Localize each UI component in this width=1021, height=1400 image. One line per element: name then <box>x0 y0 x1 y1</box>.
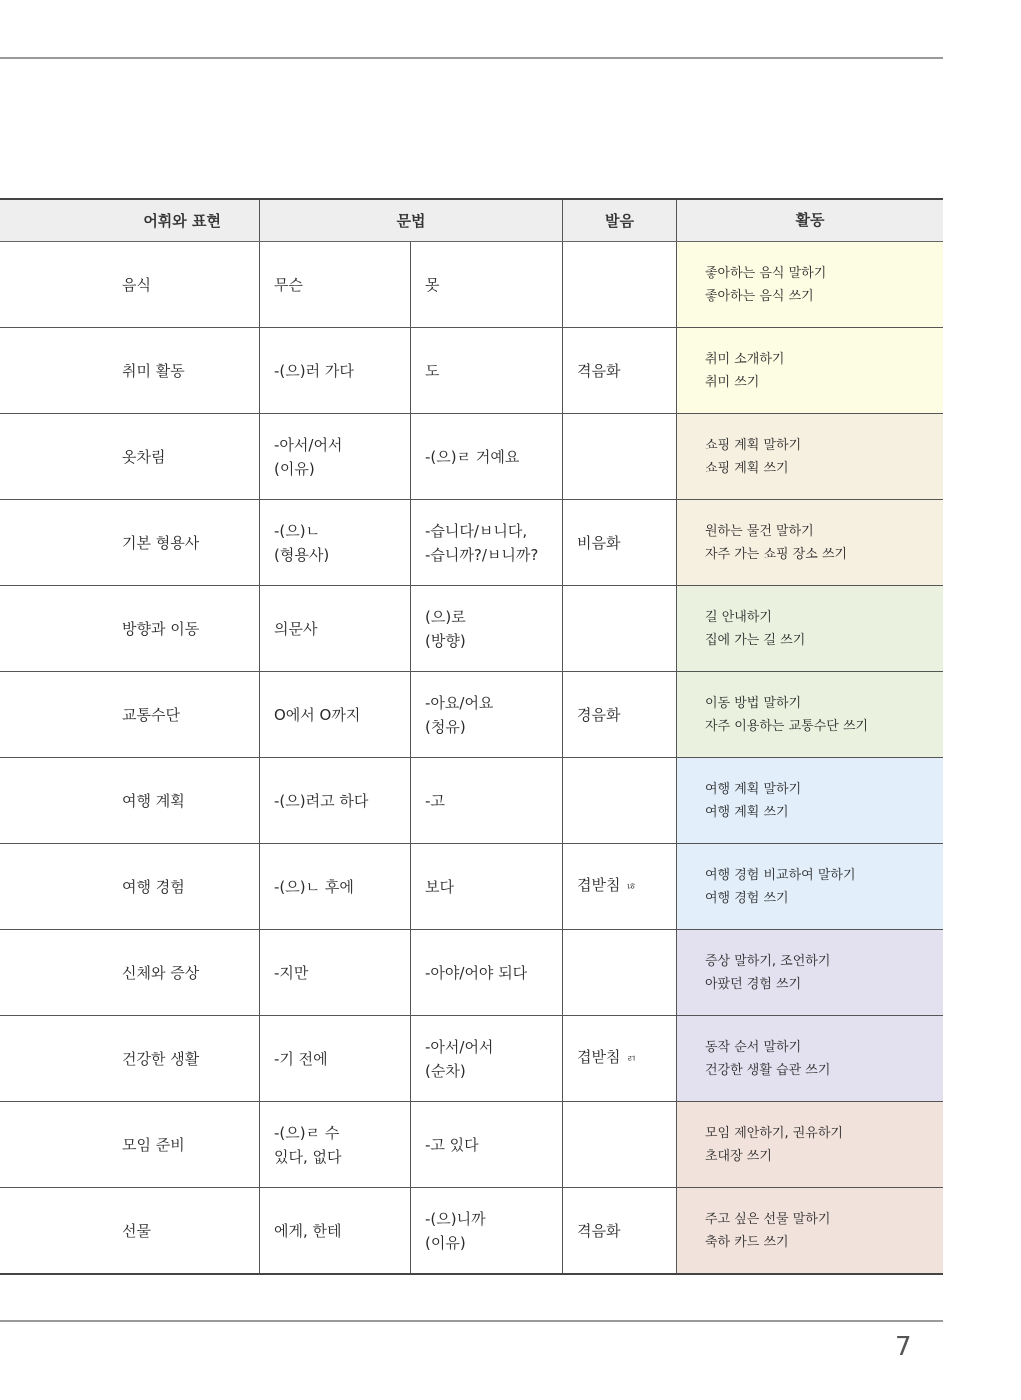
grammar-2-cell-line: -아요/어요 <box>425 693 494 712</box>
grammar-1-cell-line: -(으)려고 하다 <box>274 791 369 810</box>
vocab-cell <box>0 414 260 499</box>
activity-cell <box>677 672 943 757</box>
vocab-text: 건강한 생활 <box>122 1049 200 1068</box>
grammar-2-cell-line: -아서/어서 <box>425 1037 494 1056</box>
grammar-1-cell-line: (이유) <box>274 459 315 478</box>
activity-cell-line: 쇼핑 계획 말하기 <box>705 437 802 453</box>
grammar-2-cell-line: 보다 <box>425 877 454 896</box>
grammar-1-cell-line: -(으)러 가다 <box>274 361 354 380</box>
bottom-rule <box>0 1320 943 1322</box>
header-vocab: 어휘와 표현 <box>0 200 260 241</box>
table-row <box>0 242 943 328</box>
vocab-cell <box>0 758 260 843</box>
table-row <box>0 758 943 844</box>
activity-cell <box>677 242 943 327</box>
grammar-2-cell <box>411 242 563 327</box>
activity-cell <box>677 844 943 929</box>
table-header <box>0 200 943 242</box>
grammar-1-cell <box>260 930 411 1015</box>
grammar-2-cell-line: -(으)ㄹ 거예요 <box>425 447 520 466</box>
grammar-1-cell <box>260 500 411 585</box>
grammar-1-cell-line: -아서/어서 <box>274 435 343 454</box>
vocab-cell <box>0 844 260 929</box>
grammar-2-cell <box>411 586 563 671</box>
activity-cell-line: 여행 계획 말하기 <box>705 781 802 797</box>
vocab-text: 기본 형용사 <box>122 533 200 552</box>
grammar-2-cell <box>411 1102 563 1187</box>
curriculum-table <box>0 198 943 1275</box>
table-row <box>0 586 943 672</box>
vocab-text: 선물 <box>122 1221 151 1240</box>
vocab-cell <box>0 672 260 757</box>
pronunciation-text: 격음화 <box>577 361 621 380</box>
grammar-2-cell <box>411 672 563 757</box>
activity-cell <box>677 758 943 843</box>
grammar-1-cell-line: 에게, 한테 <box>274 1221 342 1240</box>
grammar-1-cell-line: -(으)ㄴ 후에 <box>274 877 354 896</box>
table-row <box>0 672 943 758</box>
activity-cell <box>677 930 943 1015</box>
header-activity: 활동 <box>795 211 825 229</box>
table-row <box>0 1188 943 1273</box>
activity-cell-line: 원하는 물건 말하기 <box>705 523 814 539</box>
activity-cell-line: 집에 가는 길 쓰기 <box>705 632 806 648</box>
pronunciation-cell <box>563 1188 677 1273</box>
grammar-1-cell <box>260 1102 411 1187</box>
activity-cell-line: 여행 경험 쓰기 <box>705 890 789 906</box>
grammar-2-cell <box>411 1016 563 1101</box>
pronunciation-cell <box>563 586 677 671</box>
activity-cell-line: 길 안내하기 <box>705 609 772 625</box>
grammar-2-cell-line: -아야/어야 되다 <box>425 963 528 982</box>
activity-cell-line: 모임 제안하기, 권유하기 <box>705 1125 843 1141</box>
activity-cell <box>677 328 943 413</box>
grammar-2-cell <box>411 844 563 929</box>
grammar-2-cell <box>411 414 563 499</box>
activity-cell <box>677 1188 943 1273</box>
grammar-1-cell <box>260 414 411 499</box>
pronunciation-cell <box>563 930 677 1015</box>
pronunciation-sub: ㄺ <box>626 1054 637 1065</box>
vocab-text: 모임 준비 <box>122 1135 185 1154</box>
grammar-2-cell-line: 도 <box>425 361 440 380</box>
grammar-2-cell-line: (청유) <box>425 717 466 736</box>
activity-cell-line: 여행 경험 비교하여 말하기 <box>705 867 856 883</box>
table-row <box>0 328 943 414</box>
grammar-1-cell <box>260 242 411 327</box>
table-row <box>0 1016 943 1102</box>
grammar-2-cell-line: -(으)니까 <box>425 1209 486 1228</box>
vocab-text: 교통수단 <box>122 705 180 724</box>
pronunciation-sub: ㄶ <box>626 882 637 893</box>
activity-cell-line: 쇼핑 계획 쓰기 <box>705 460 789 476</box>
grammar-1-cell-line: -지만 <box>274 963 309 982</box>
pronunciation-text: 격음화 <box>577 1221 621 1240</box>
page-number: 7 <box>895 1332 912 1362</box>
activity-cell <box>677 500 943 585</box>
header-grammar: 문법 <box>260 200 563 241</box>
table-row <box>0 1102 943 1188</box>
pronunciation-line <box>577 873 676 900</box>
table-row <box>0 844 943 930</box>
vocab-text: 여행 계획 <box>122 791 185 810</box>
grammar-1-cell <box>260 1016 411 1101</box>
top-rule <box>0 57 943 59</box>
activity-cell <box>677 414 943 499</box>
activity-cell-line: 주고 싶은 선물 말하기 <box>705 1211 831 1227</box>
pronunciation-cell <box>563 500 677 585</box>
grammar-2-cell-line: (방향) <box>425 631 466 650</box>
grammar-2-cell-line: -고 있다 <box>425 1135 479 1154</box>
pronunciation-cell <box>563 414 677 499</box>
pronunciation-text: 경음화 <box>577 705 621 724</box>
activity-cell-line: 좋아하는 음식 쓰기 <box>705 288 814 304</box>
vocab-cell <box>0 242 260 327</box>
pronunciation-text: 비음화 <box>577 533 621 552</box>
pronunciation-cell <box>563 1016 677 1101</box>
activity-cell-line: 좋아하는 음식 말하기 <box>705 265 827 281</box>
grammar-2-cell-line: (으)로 <box>425 607 466 626</box>
grammar-1-cell-line: -(으)ㄴ <box>274 521 321 540</box>
grammar-1-cell <box>260 672 411 757</box>
activity-cell-line: 증상 말하기, 조언하기 <box>705 953 831 969</box>
vocab-cell <box>0 1102 260 1187</box>
vocab-cell <box>0 1188 260 1273</box>
grammar-2-cell-line: -고 <box>425 791 445 810</box>
header-pronunciation: 발음 <box>563 200 677 241</box>
activity-cell-line: 동작 순서 말하기 <box>705 1039 802 1055</box>
grammar-1-cell-line: -(으)ㄹ 수 <box>274 1123 340 1142</box>
activity-cell-line: 여행 계획 쓰기 <box>705 804 789 820</box>
activity-cell <box>677 1102 943 1187</box>
grammar-2-cell <box>411 758 563 843</box>
grammar-1-cell-line: O에서 O까지 <box>274 705 361 724</box>
grammar-2-cell-line: -습니까?/ㅂ니까? <box>425 545 539 564</box>
grammar-2-cell <box>411 328 563 413</box>
activity-cell-line: 취미 쓰기 <box>705 374 760 390</box>
pronunciation-cell <box>563 758 677 843</box>
vocab-text: 여행 경험 <box>122 877 185 896</box>
activity-cell-line: 자주 가는 쇼핑 장소 쓰기 <box>705 546 848 562</box>
activity-cell-line: 자주 이용하는 교통수단 쓰기 <box>705 718 869 734</box>
grammar-1-cell <box>260 328 411 413</box>
table-body <box>0 242 943 1273</box>
grammar-2-cell-line: 못 <box>425 275 440 294</box>
grammar-2-cell <box>411 500 563 585</box>
pronunciation-cell <box>563 844 677 929</box>
activity-cell-line: 초대장 쓰기 <box>705 1148 772 1164</box>
vocab-text: 취미 활동 <box>122 361 185 380</box>
grammar-2-cell-line: -습니다/ㅂ니다, <box>425 521 528 540</box>
grammar-1-cell <box>260 586 411 671</box>
activity-cell <box>677 1016 943 1101</box>
grammar-2-cell-line: (이유) <box>425 1233 466 1252</box>
activity-cell-line: 아팠던 경험 쓰기 <box>705 976 802 992</box>
vocab-cell <box>0 930 260 1015</box>
pronunciation-cell <box>563 242 677 327</box>
pronunciation-line <box>577 359 676 383</box>
pronunciation-line <box>577 531 676 555</box>
table-row <box>0 414 943 500</box>
grammar-1-cell-line: (형용사) <box>274 545 330 564</box>
grammar-1-cell-line: 의문사 <box>274 619 318 638</box>
pronunciation-cell <box>563 1102 677 1187</box>
vocab-text: 방향과 이동 <box>122 619 200 638</box>
table-row <box>0 500 943 586</box>
pronunciation-cell <box>563 672 677 757</box>
vocab-text: 옷차림 <box>122 447 166 466</box>
table-row <box>0 930 943 1016</box>
vocab-cell <box>0 328 260 413</box>
grammar-1-cell-line: -기 전에 <box>274 1049 328 1068</box>
activity-cell <box>677 586 943 671</box>
vocab-text: 신체와 증상 <box>122 963 200 982</box>
vocab-cell <box>0 500 260 585</box>
grammar-1-cell-line: 있다, 없다 <box>274 1147 342 1166</box>
grammar-1-cell <box>260 758 411 843</box>
grammar-2-cell <box>411 930 563 1015</box>
pronunciation-line <box>577 1045 676 1072</box>
grammar-2-cell <box>411 1188 563 1273</box>
pronunciation-cell <box>563 328 677 413</box>
activity-cell-line: 건강한 생활 습관 쓰기 <box>705 1062 831 1078</box>
activity-cell-line: 축하 카드 쓰기 <box>705 1234 789 1250</box>
activity-cell-line: 취미 소개하기 <box>705 351 785 367</box>
grammar-1-cell <box>260 844 411 929</box>
vocab-cell <box>0 1016 260 1101</box>
grammar-1-cell-line: 무슨 <box>274 275 303 294</box>
grammar-2-cell-line: (순차) <box>425 1061 466 1080</box>
vocab-cell <box>0 586 260 671</box>
pronunciation-text: 겹받침 <box>577 1048 621 1066</box>
pronunciation-line <box>577 1219 676 1243</box>
pronunciation-text: 겹받침 <box>577 876 621 894</box>
pronunciation-line <box>577 703 676 727</box>
activity-cell-line: 이동 방법 말하기 <box>705 695 802 711</box>
vocab-text: 음식 <box>122 275 151 294</box>
grammar-1-cell <box>260 1188 411 1273</box>
